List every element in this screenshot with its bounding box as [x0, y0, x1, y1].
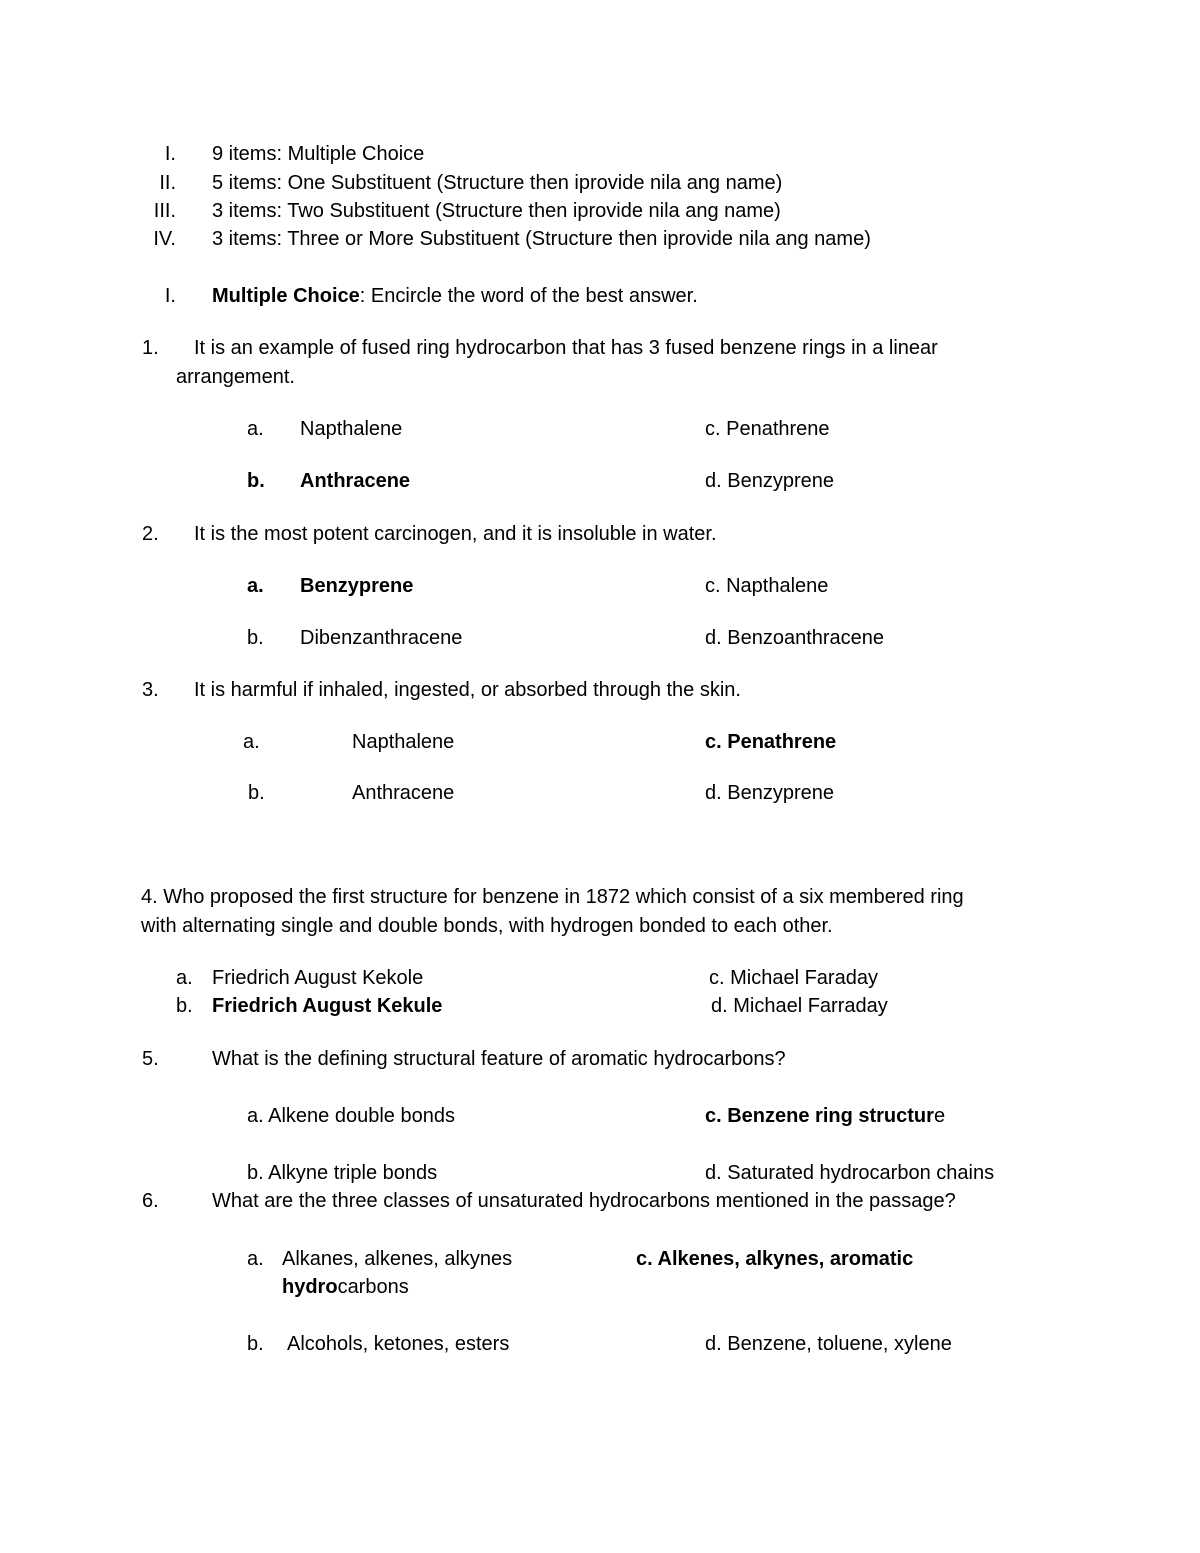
- q4-a-text: Friedrich August Kekole: [212, 967, 424, 989]
- overview-item-1: 9 items: Multiple Choice: [212, 143, 425, 165]
- overview-num-2: II.: [159, 172, 176, 194]
- q1-a-text: Napthalene: [300, 418, 403, 440]
- q3-text: It is harmful if inhaled, ingested, or absorbed through the skin.: [194, 679, 741, 701]
- q2-a-letter: a.: [247, 575, 264, 597]
- q2-b-text: Dibenzanthracene: [300, 627, 463, 649]
- overview-num-3: III.: [153, 200, 176, 222]
- q1-c: c. Penathrene: [705, 418, 830, 440]
- q6-c-cont-bold: hydro: [282, 1276, 338, 1298]
- q1-b-text: Anthracene: [300, 470, 411, 492]
- q6-c: c. Alkenes, alkynes, aromatic: [636, 1248, 914, 1270]
- q5-b: b. Alkyne triple bonds: [247, 1162, 438, 1184]
- q4-text-cont: with alternating single and double bonds, with hydrogen bonded to each other.: [141, 915, 833, 937]
- q1-d: d. Benzyprene: [705, 470, 834, 492]
- section-num: I.: [164, 285, 176, 307]
- q6-a-text: Alkanes, alkenes, alkynes: [282, 1248, 513, 1270]
- q5-text: What is the defining structural feature of aromatic hydrocarbons?: [212, 1048, 786, 1070]
- overview-num-4: IV.: [153, 228, 176, 250]
- q3-c: c. Penathrene: [705, 731, 837, 753]
- q5-a: a. Alkene double bonds: [247, 1105, 455, 1127]
- q4-text: 4. Who proposed the first structure for benzene in 1872 which consist of a six membered ring: [141, 886, 964, 908]
- q5-c-bold: c. Benzene ring structur: [705, 1105, 934, 1127]
- q6-c-cont-rest: carbons: [337, 1276, 409, 1298]
- q6-b-letter: b.: [247, 1333, 264, 1355]
- overview-item-4: 3 items: Three or More Substituent (Structure then iprovide nila ang name): [212, 228, 871, 250]
- q3-number: 3.: [142, 679, 159, 701]
- overview-item-3: 3 items: Two Substituent (Structure then iprovide nila ang name): [212, 200, 781, 222]
- q1-a-letter: a.: [247, 418, 264, 440]
- q3-d: d. Benzyprene: [705, 782, 834, 804]
- q3-a-letter: a.: [243, 731, 260, 753]
- q1-b-letter: b.: [247, 470, 265, 492]
- section-instruction: : Encircle the word of the best answer.: [359, 285, 698, 307]
- q4-c: c. Michael Faraday: [709, 967, 878, 989]
- q4-b-text: Friedrich August Kekule: [212, 995, 443, 1017]
- section-title: Multiple Choice: [212, 285, 360, 307]
- q5-c-rest: e: [933, 1105, 946, 1127]
- q5-c: [705, 1102, 945, 1130]
- q1-text: It is an example of fused ring hydrocarbon that has 3 fused benzene rings in a linear: [194, 337, 938, 359]
- q1-number: 1.: [142, 337, 159, 359]
- section-heading: [212, 282, 698, 310]
- q1-text-cont: arrangement.: [176, 366, 295, 388]
- q6-text: What are the three classes of unsaturated hydrocarbons mentioned in the passage?: [212, 1190, 956, 1212]
- q4-a-letter: a.: [176, 967, 193, 989]
- q3-b-text: Anthracene: [352, 782, 455, 804]
- q6-c-cont: [282, 1273, 409, 1301]
- q6-b-text: Alcohols, ketones, esters: [287, 1333, 510, 1355]
- q5-number: 5.: [142, 1048, 159, 1070]
- overview-num-1: I.: [164, 143, 176, 165]
- q6-number: 6.: [142, 1190, 159, 1212]
- q5-d: d. Saturated hydrocarbon chains: [705, 1162, 995, 1184]
- q3-a-text: Napthalene: [352, 731, 455, 753]
- q2-c: c. Napthalene: [705, 575, 829, 597]
- q3-b-letter: b.: [248, 782, 265, 804]
- q6-d: d. Benzene, toluene, xylene: [705, 1333, 952, 1355]
- q2-d: d. Benzoanthracene: [705, 627, 885, 649]
- overview-item-2: 5 items: One Substituent (Structure then iprovide nila ang name): [212, 172, 783, 194]
- q2-text: It is the most potent carcinogen, and it is insoluble in water.: [194, 523, 717, 545]
- q2-a-text: Benzyprene: [300, 575, 414, 597]
- q4-b-letter: b.: [176, 995, 193, 1017]
- q2-b-letter: b.: [247, 627, 264, 649]
- q6-a-letter: a.: [247, 1248, 264, 1270]
- q2-number: 2.: [142, 523, 159, 545]
- q4-d: d. Michael Farraday: [711, 995, 888, 1017]
